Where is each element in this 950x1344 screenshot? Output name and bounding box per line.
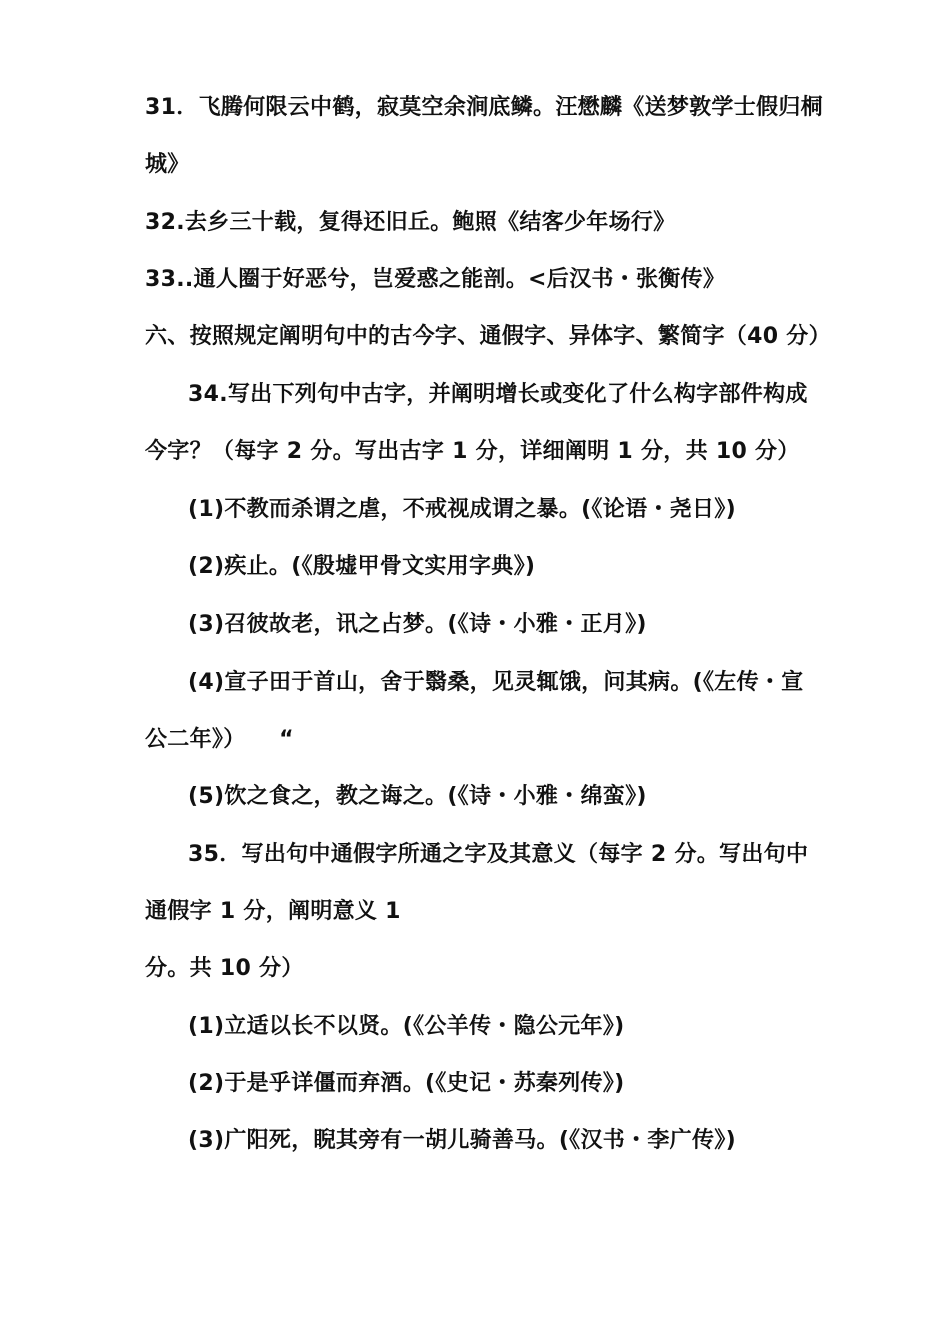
question-34: 34.写出下列句中古字，并阐明增长或变化了什么构字部件构成 <box>188 382 808 407</box>
item-35-1: (1)立适以长不以贤。(《公羊传・隐公元年》) <box>188 1014 625 1039</box>
question-35-cont: 通假字 1 分，阐明意义 1 <box>145 899 401 924</box>
item-35-3: (3)广阳死，睨其旁有一胡儿骑善马。(《汉书・李广传》) <box>188 1128 736 1153</box>
text-line-32: 32.去乡三十载，复得还旧丘。鲍照《结客少年场行》 <box>145 210 676 235</box>
text-line-31: 31．飞腾何限云中鹤，寂莫空余涧底鳞。汪懋麟《送梦敦学士假归桐 <box>145 95 823 120</box>
item-35-2: (2)于是乎详僵而弃酒。(《史记・苏秦列传》) <box>188 1071 625 1096</box>
item-34-4: (4)宣子田于首山，舍于翳桑，见灵辄饿，问其病。(《左传・宣 <box>188 670 804 695</box>
item-34-2: (2)疾止。(《殷墟甲骨文实用字典》) <box>188 554 536 579</box>
item-34-5: (5)饮之食之，教之诲之。(《诗・小雅・绵蛮》) <box>188 784 647 809</box>
text-line-31-cont: 城》 <box>145 152 190 177</box>
question-35: 35．写出句中通假字所通之字及其意义（每字 2 分。写出句中 <box>188 842 809 867</box>
item-34-1: (1)不教而杀谓之虐，不戒视成谓之暴。(《论语・尧日》) <box>188 497 736 522</box>
question-34-cont: 今字？（每字 2 分。写出古字 1 分，详细阐明 1 分，共 10 分） <box>145 439 800 464</box>
item-34-4-cont: 公二年》） “ <box>145 727 294 752</box>
question-35-cont-2: 分。共 10 分） <box>145 956 304 981</box>
section-heading-6: 六、按照规定阐明句中的古今字、通假字、异体字、繁简字（40 分） <box>145 324 831 349</box>
item-34-3: (3)召彼故老，讯之占梦。(《诗・小雅・正月》) <box>188 612 647 637</box>
text-line-33: 33..通人圈于好恶兮，岂爱惑之能剖。<后汉书・张衡传》 <box>145 267 726 292</box>
